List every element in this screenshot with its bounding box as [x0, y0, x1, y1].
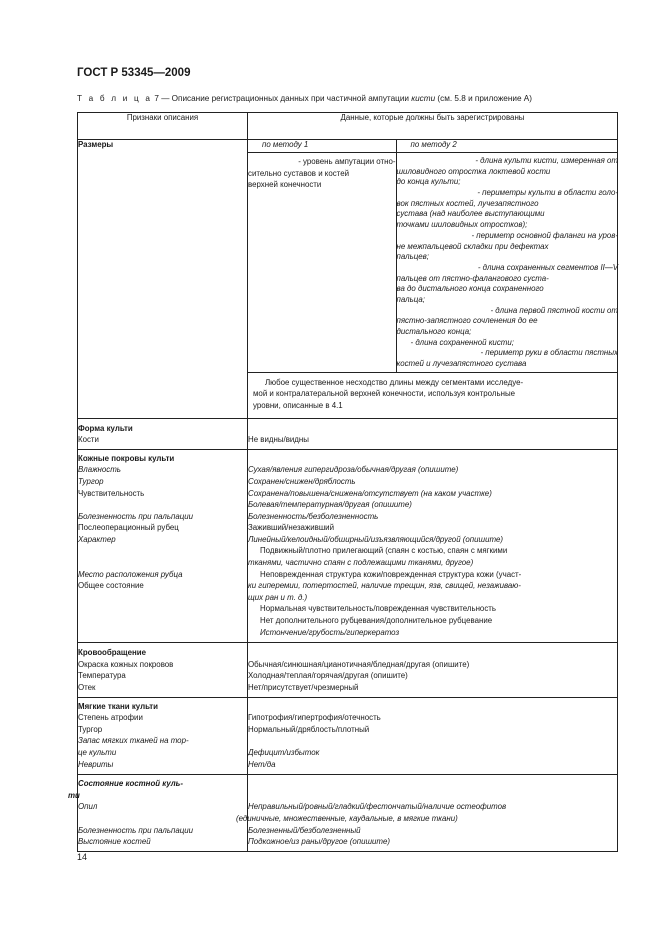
- bone-pain-label: Болезненность при пальпации: [78, 825, 194, 835]
- method2-line: - длина культи кисти, измеренная от: [475, 156, 618, 165]
- method2-line: сустава (над наиболее выступающими: [396, 209, 545, 219]
- bone-label: Состояние костной куль-: [78, 779, 183, 789]
- skin-label-cell: [78, 449, 248, 643]
- soft-tissue-value-cell: [248, 697, 618, 775]
- sizes-label-cell: [78, 140, 248, 419]
- method1-text: [248, 153, 396, 373]
- note-line: мой и контралатеральной верхней конечности, используя контрольные: [253, 389, 516, 399]
- soft-turgor-label: Тургор: [78, 724, 103, 734]
- temperature-label: Температура: [78, 671, 126, 681]
- stump-shape-label-cell: [78, 418, 248, 449]
- reserve-label-cont: це культи: [78, 747, 117, 757]
- method2-line: - периметр основной фаланги на уров-: [471, 230, 618, 240]
- temperature-value: Холодная/теплая/горячая/другая (опишите): [248, 671, 408, 681]
- neuroma-value: Нет/да: [248, 759, 276, 769]
- turgor-label: Тургор: [78, 476, 104, 486]
- method2-line: - периметры культи в области голо-: [477, 188, 618, 198]
- method1-line: верхней конечности: [248, 180, 322, 190]
- skin-sensitivity-value: Нормальная чувствительность/поврежденная чувствительность: [260, 604, 496, 614]
- atrophy-value: Гипотрофия/гипертрофия/отечность: [248, 713, 381, 723]
- sizes-label: Размеры: [78, 140, 114, 149]
- method2-line: не межпальцевой складки при дефектах: [396, 241, 549, 251]
- circulation-label-cell: [78, 643, 248, 697]
- method2-line: вок пястных костей, лучезапястного: [396, 198, 539, 208]
- skin-scarring-value: Нет дополнительного рубцевания/дополнительное рубцевание: [260, 616, 493, 626]
- header-row: [78, 113, 618, 140]
- col2-header: Данные, которые должны быть зарегистрированы: [248, 113, 618, 140]
- neuroma-label: Невриты: [78, 759, 114, 769]
- bone-row: [78, 775, 618, 852]
- method1-header: по методу 1: [248, 140, 396, 153]
- soft-turgor-value: Нормальный/дряблость/плотный: [248, 724, 370, 734]
- adhesion-line: тканями, частично спаян с подлежащими тканями, другое): [248, 558, 474, 568]
- skin-color-label: Окраска кожных покровов: [78, 659, 174, 669]
- cut-value-cont: (единичные, множественные, каудальные, в мягкие ткани): [236, 813, 458, 823]
- method2-line: - длина сохраненной кисти;: [410, 337, 514, 347]
- edema-label: Отек: [78, 683, 96, 692]
- method2-line: до конца культи;: [396, 177, 461, 187]
- sensitivity-label: Чувствительность: [78, 488, 145, 498]
- circulation-label: Кровообращение: [78, 648, 146, 658]
- bone-value-cell: [236, 775, 618, 852]
- scar-location-label: Место расположения рубца: [78, 569, 183, 579]
- sizes-value-cell: [248, 140, 618, 419]
- sizes-row: [78, 140, 618, 419]
- skin-value-cell: [248, 449, 618, 643]
- stump-shape-value-cell: [248, 418, 618, 449]
- general-state-label: Общее состояние: [78, 581, 144, 591]
- bones-value: Не видны/видны: [248, 435, 309, 445]
- method1-line: - уровень ампутации отно-: [298, 157, 396, 166]
- method2-line: - длина первой пястной кости от: [490, 305, 618, 315]
- reserve-label: Запас мягких тканей на тор-: [78, 736, 189, 746]
- turgor-value: Сохранен/снижен/дряблость: [248, 476, 356, 486]
- moisture-label: Влажность: [78, 465, 121, 475]
- method2-line: пястно-запястного сочленения до ее: [396, 316, 538, 326]
- col1-header: Признаки описания: [78, 113, 248, 140]
- methods-header-row: [248, 140, 618, 153]
- method2-line: шиловидного отростка локтевой кости: [396, 166, 551, 176]
- bones-label: Кости: [78, 435, 99, 445]
- page-number: 14: [77, 852, 88, 862]
- caption-tail: (см. 5.8 и приложение А): [435, 94, 532, 103]
- stump-shape-label: Форма культи: [78, 423, 133, 433]
- protrusion-label: Выстояние костей: [78, 837, 151, 847]
- moisture-value: Сухая/явления гипергидроза/обычная/другая (опишите): [248, 465, 459, 475]
- bone-label-cell: [68, 775, 248, 852]
- method2-line: ва до дистального конца сохраненного: [396, 284, 544, 294]
- reserve-value: Дефицит/избыток: [248, 747, 320, 757]
- circulation-value-cell: [248, 643, 618, 697]
- skin-color-value: Обычная/синюшная/цианотичная/бледная/другая (опишите): [248, 659, 470, 669]
- method2-line: дистального конца;: [396, 327, 472, 336]
- protrusion-value: Подкожное/из раны/другое (опишите): [248, 837, 390, 847]
- bone-label-cont: ти: [68, 790, 80, 800]
- stump-shape-row: [78, 418, 618, 449]
- method2-line: костей и лучезапястного сустава: [396, 359, 527, 369]
- state-line: Неповрежденная структура кожи/поврежденная структура кожи (участ-: [260, 569, 522, 579]
- skin-row: [78, 449, 618, 643]
- method2-line: - длина сохраненных сегментов II—V: [477, 262, 618, 272]
- scar-character-label: Характер: [78, 534, 116, 544]
- atrophy-label: Степень атрофии: [78, 713, 143, 723]
- sensitivity-type-value: Болевая/температурная/другая (опишите): [248, 500, 412, 510]
- method2-line: - периметр руки в области пястных: [480, 348, 618, 358]
- method1-line: сительно суставов и костей: [248, 168, 349, 178]
- cut-label: Опил: [78, 802, 98, 812]
- caption-label: Т а б л и ц а: [77, 94, 153, 103]
- state-line: ки гиперемии, потертостей, наличие трещин, язв, свищей, незаживаю-: [248, 581, 521, 591]
- soft-tissue-row: [78, 697, 618, 775]
- soft-tissue-label: Мягкие ткани культи: [78, 701, 158, 711]
- postop-scar-value: Заживший/незаживший: [248, 523, 334, 533]
- soft-tissue-label-cell: [78, 697, 248, 775]
- methods-body-row: [248, 153, 618, 373]
- sizes-note: [248, 372, 618, 417]
- method2-line: пальцев;: [396, 252, 429, 262]
- method2-line: пальцев от пястно-фалангового суста-: [396, 273, 549, 283]
- caption-text: 7 — Описание регистрационных данных при частичной ампутации: [152, 94, 412, 103]
- skin-label: Кожные покровы культи: [78, 453, 175, 463]
- methods-note-row: [248, 372, 618, 417]
- bone-pain-value: Болезненный/безболезненный: [248, 825, 361, 835]
- method2-line: пальца;: [396, 294, 425, 304]
- note-line: Любое существенное несходство длины между сегментами исследуе-: [265, 377, 524, 387]
- palpation-pain-value: Болезненность/безболезненность: [248, 511, 379, 521]
- document-title: ГОСТ Р 53345—2009: [77, 67, 191, 79]
- adhesion-line: Подвижный/плотно прилегающий (спаян с костью, спаян с мягкими: [260, 546, 508, 556]
- method2-header: по методу 2: [396, 140, 618, 153]
- cut-value: Неправильный/ровный/гладкий/фестончатый/наличие остеофитов: [248, 802, 507, 812]
- postop-scar-label: Послеоперационный рубец: [78, 523, 179, 533]
- palpation-pain-label: Болезненность при пальпации: [78, 511, 194, 521]
- state-line: щих ран и т. д.): [248, 592, 308, 602]
- method2-line: точками шиловидных отростков);: [396, 220, 528, 230]
- sensitivity-value: Сохранена/повышена/снижена/отсутствует (на каком участке): [248, 488, 492, 498]
- caption-italic: кисти: [411, 94, 436, 103]
- note-line: уровни, описанные в 4.1: [253, 400, 343, 410]
- circulation-row: [78, 643, 618, 697]
- scar-character-value: Линейный/келоидный/обширный/изъязвляющийся/другой (опишите): [248, 534, 504, 544]
- table-caption: [77, 94, 532, 103]
- skin-thinning-value: Истончение/грубость/гиперкератоз: [260, 627, 400, 637]
- registration-table: [68, 112, 618, 852]
- method2-text: [396, 153, 618, 373]
- methods-table: [248, 140, 618, 418]
- edema-value: Нет/присутствует/чрезмерный: [248, 683, 359, 692]
